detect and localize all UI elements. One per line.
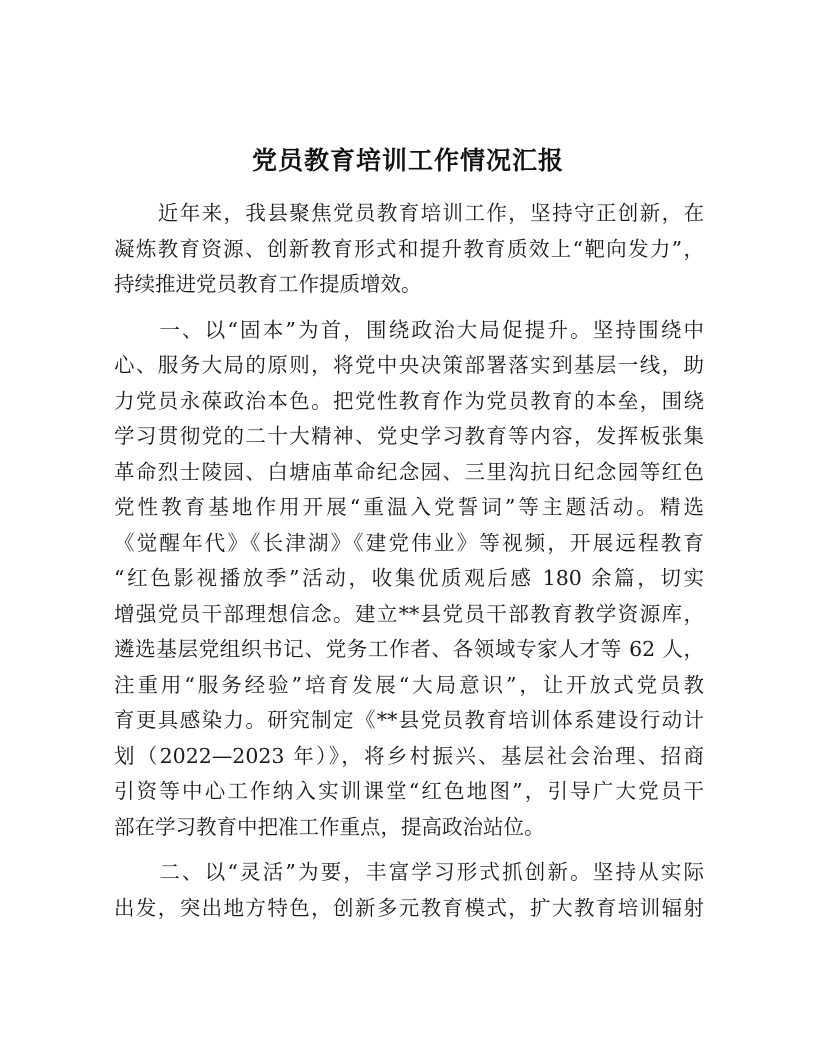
- text-line: 《觉醒年代》《长津湖》《建党伟业》等视频，开展远程教育: [114, 530, 704, 555]
- text-line: 出发，突出地方特色，创新多元教育模式，扩大教育培训辐射: [114, 895, 704, 920]
- text-line: 引资等中心工作纳入实训课堂“红色地图”，引导广大党员干: [114, 779, 704, 803]
- text-line: 凝炼教育资源、创新教育形式和提升教育质效上“靶向发力”，: [114, 236, 704, 261]
- paragraph-gap: [114, 303, 704, 313]
- paragraph: [114, 313, 704, 846]
- text-line: “红色影视播放季”活动，收集优质观后感 180 余篇，切实: [114, 566, 704, 590]
- text-line: 增强党员干部理想信念。建立**县党员干部教育教学资源库，: [114, 601, 704, 626]
- text-line: 育更具感染力。研究制定《**县党员教育培训体系建设行动计: [114, 708, 704, 732]
- text-line: 心、服务大局的原则，将党中央决策部署落实到基层一线，助: [114, 353, 704, 377]
- text-line: 力党员永葆政治本色。把党性教育作为党员教育的本垒，围绕: [114, 388, 704, 413]
- paragraph-gap: [114, 845, 704, 855]
- text-line: 部在学习教育中把准工作重点，提高政治站位。: [114, 814, 545, 839]
- text-line: 学习贯彻党的二十大精神、党史学习教育等内容，发挥板张集: [114, 424, 704, 448]
- text-line: 二、以“灵活”为要，丰富学习形式抓创新。坚持从实际: [114, 860, 704, 884]
- document-body: [114, 196, 704, 926]
- text-line: 持续推进党员教育工作提质增效。: [114, 272, 422, 296]
- text-line: 遴选基层党组织书记、党务工作者、各领域专家人才等 62 人，: [114, 637, 704, 661]
- paragraph: [114, 855, 704, 926]
- text-line: 党性教育基地作用开展“重温入党誓词”等主题活动。精选: [114, 495, 704, 519]
- document-title: 党员教育培训工作情况汇报: [251, 146, 564, 175]
- text-line: 注重用“服务经验”培育发展“大局意识”，让开放式党员教: [114, 672, 704, 697]
- text-line: 一、以“固本”为首，围绕政治大局促提升。坚持围绕中: [114, 317, 704, 342]
- text-line: 划（2022—2023 年）》，将乡村振兴、基层社会治理、招商: [114, 743, 704, 768]
- paragraph: [114, 196, 704, 303]
- text-line: 革命烈士陵园、白塘庙革命纪念园、三里沟抗日纪念园等红色: [114, 459, 704, 484]
- text-line: 近年来，我县聚焦党员教育培训工作，坚持守正创新，在: [114, 201, 704, 225]
